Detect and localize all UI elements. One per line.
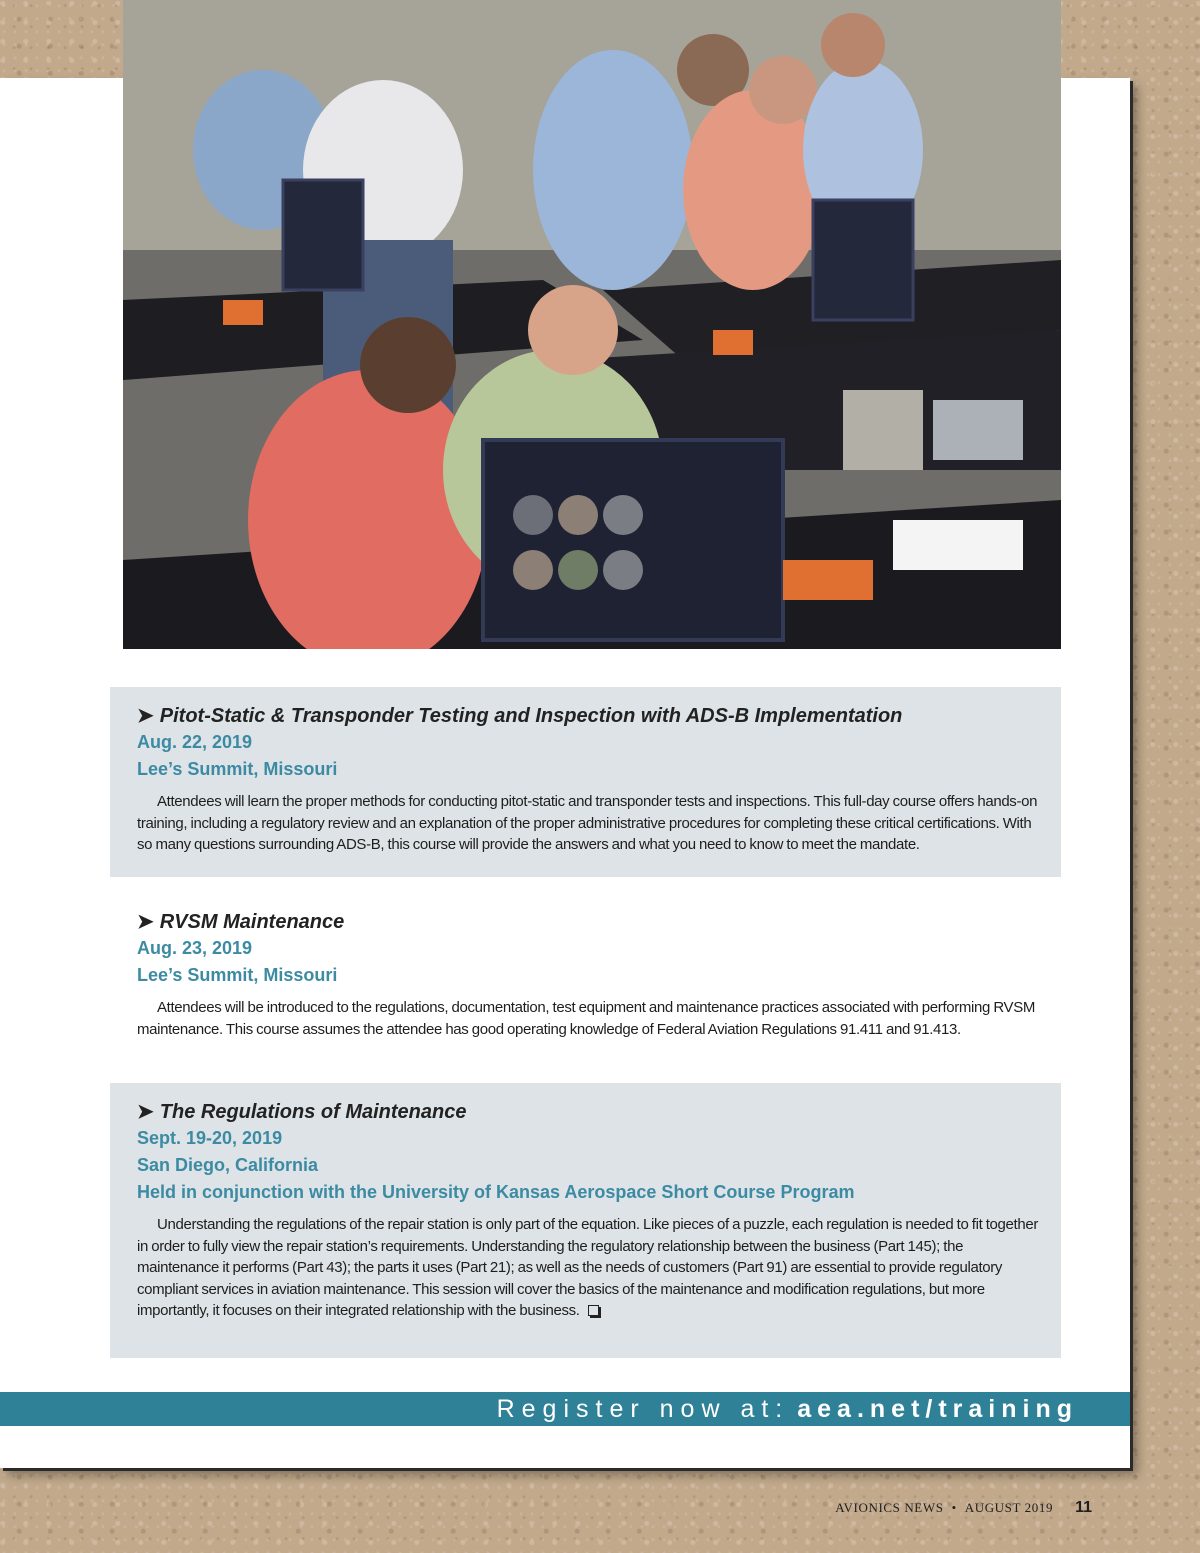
course-date: Sept. 19-20, 2019 — [137, 1128, 283, 1148]
register-bar — [0, 1392, 1130, 1426]
course-regulations — [110, 1083, 1061, 1358]
register-link[interactable]: aea.net/training — [797, 1395, 1078, 1423]
course-title — [137, 703, 1043, 729]
course-date: Aug. 23, 2019 — [137, 938, 253, 958]
page-footer — [835, 1499, 1092, 1517]
course-title-text: Pitot-Static & Transponder Testing and Inspection with ADS-B Implementation — [159, 705, 903, 727]
register-label: Register now at: — [496, 1395, 790, 1423]
course-title — [137, 1099, 1043, 1125]
course-title-text: The Regulations of Maintenance — [159, 1101, 467, 1123]
issue-year: 2019 — [1024, 1500, 1054, 1515]
course-description: Attendees will learn the proper methods for conducting pitot-static and transponder tests and inspections. This full-day course offers hands-on training, including a regulatory review and an explanation of the proper administrative procedures for completing these critical certifications. With so many questions surrounding ADS-B, this course will provide the answers and what you need to know to meet the mandate. — [137, 793, 1038, 853]
course-description: Understanding the regulations of the repair station is only part of the equation. Like pieces of a puzzle, each regulation is needed to fit together in order to fully view the repair station’s requirements. Understanding the regulatory relationship between the business (Part 145); the maintenance it performs (Part 43); the parts it uses (Part 21); as well as the needs of customers (Part 91) are essential to provide regulatory compliant services in aviation maintenance. This session will cover the basics of the maintenance and modification regulations, but more importantly, it focuses on their integrated relationship with the business. — [137, 1216, 1038, 1319]
issue-month: AUGUST — [964, 1500, 1021, 1515]
publication-name: AVIONICS NEWS — [835, 1500, 944, 1515]
course-pitot-static — [110, 687, 1061, 877]
course-title-text: RVSM Maintenance — [159, 911, 345, 933]
arrow-icon: ➤ — [137, 705, 154, 727]
course-title — [137, 909, 1043, 935]
course-location: San Diego, California — [137, 1155, 319, 1175]
course-note: Held in conjunction with the University of Kansas Aerospace Short Course Program — [137, 1182, 855, 1202]
course-description: Attendees will be introduced to the regulations, documentation, test equipment and maintenance practices associated with performing RVSM maintenance. This course assumes the attendee has good operating knowledge of Federal Aviation Regulations 91.411 and 91.413. — [137, 999, 1035, 1038]
arrow-icon: ➤ — [137, 911, 154, 933]
arrow-icon: ➤ — [137, 1101, 154, 1123]
course-description-wrapper — [137, 1214, 1043, 1322]
course-location: Lee’s Summit, Missouri — [137, 965, 338, 985]
bullet-separator: • — [951, 1500, 957, 1515]
course-date: Aug. 22, 2019 — [137, 732, 253, 752]
training-photo-illustration — [123, 0, 1061, 649]
course-rvsm — [110, 893, 1061, 1063]
training-photo — [123, 0, 1061, 649]
end-mark-icon — [588, 1305, 599, 1316]
course-location: Lee’s Summit, Missouri — [137, 759, 338, 779]
page-number: 11 — [1075, 1499, 1092, 1516]
